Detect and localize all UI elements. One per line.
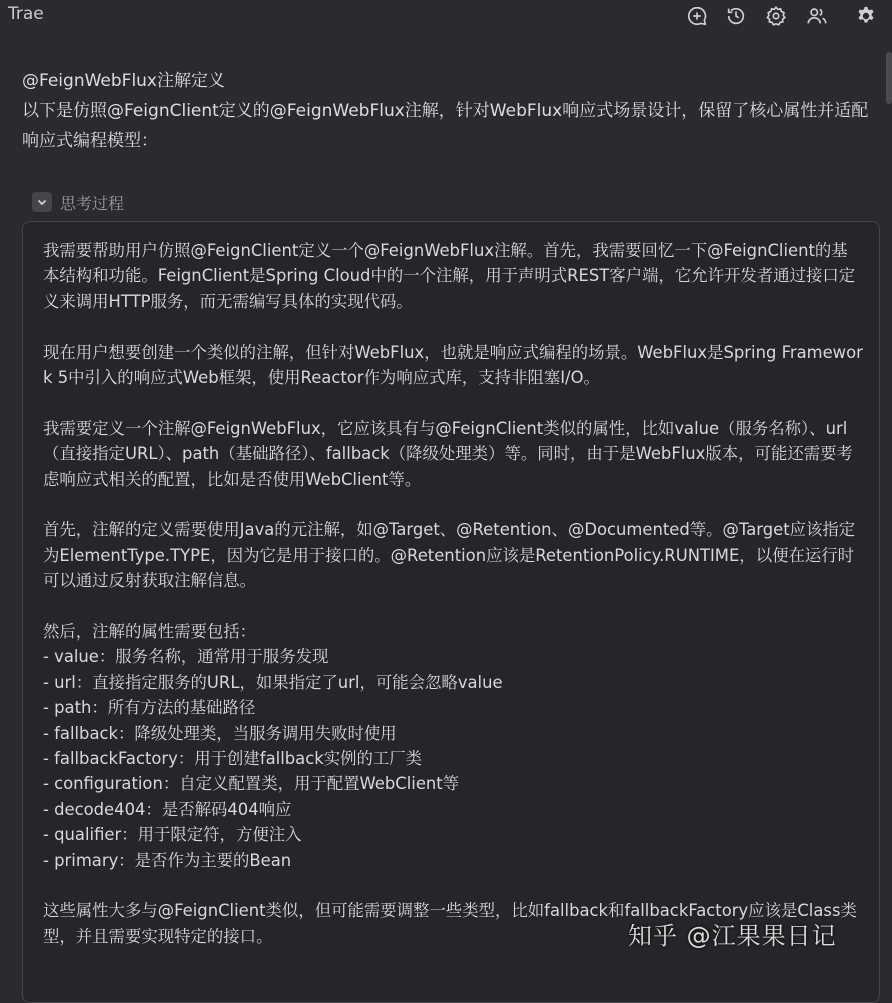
- users-icon[interactable]: [804, 3, 830, 29]
- list-item: - primary：是否作为主要的Bean: [43, 850, 292, 870]
- gear-icon[interactable]: [853, 3, 879, 29]
- list-item: - configuration：自定义配置类，用于配置WebClient等: [43, 774, 460, 794]
- title-bar: [0, 0, 892, 32]
- add-chat-icon[interactable]: [684, 3, 710, 29]
- chevron-down-icon[interactable]: [32, 192, 52, 212]
- thinking-paragraph: 首先，注解的定义需要使用Java的元注解，如@Target、@Retention、@Documented等。@Target应该指定为ElementType.TYPE，因为它是用于接口的。@Retention应该是RetentionPolicy.RUNTIME，以便在运行时可以通过反射获取注解信息。: [43, 520, 856, 591]
- thinking-content: [43, 238, 863, 975]
- thinking-toggle[interactable]: [32, 190, 124, 214]
- watermark: 知乎 @江果果日记: [628, 922, 837, 950]
- settings-icon[interactable]: [763, 3, 789, 29]
- response-heading: @FeignWebFlux注解定义: [22, 71, 225, 91]
- list-item: - fallback：降级处理类，当服务调用失败时使用: [43, 723, 397, 743]
- list-item: - qualifier：用于限定符，方便注入: [43, 825, 302, 845]
- list-item: - decode404：是否解码404响应: [43, 799, 292, 819]
- thinking-paragraph: 我需要定义一个注解@FeignWebFlux，它应该具有与@FeignClient类似的属性，比如value（服务名称）、url（直接指定URL）、path（基础路径）、fallback（降级处理类）等。同时，由于是WebFlux版本，可能还需要考虑响应式相关的配置，比如是否使用WebClient等。: [43, 418, 853, 489]
- thinking-paragraph: 我需要帮助用户仿照@FeignClient定义一个@FeignWebFlux注解。首先，我需要回忆一下@FeignClient的基本结构和功能。FeignClient是Spring Cloud中的一个注解，用于声明式REST客户端，它允许开发者通过接口定义来调用HTTP服务，而无需编写具体的实现代码。: [43, 241, 856, 311]
- thinking-paragraph: 这些属性大多与@FeignClient类似，但可能需要调整一些类型，比如fallback和fallbackFactory应该是Class类型，并且需要实现特定的接口。: [43, 901, 857, 946]
- list-intro: 然后，注解的属性需要包括：: [43, 622, 257, 642]
- app-title: Trae: [8, 4, 44, 24]
- thinking-paragraph: 现在用户想要创建一个类似的注解，但针对WebFlux，也就是响应式编程的场景。WebFlux是Spring Framework 5中引入的响应式Web框架，使用Reactor作为响应式库，支持非阻塞I/O。: [43, 342, 863, 388]
- thinking-label: 思考过程: [60, 193, 125, 213]
- response-intro: 以下是仿照@FeignClient定义的@FeignWebFlux注解，针对WebFlux响应式场景设计，保留了核心属性并适配响应式编程模型：: [22, 101, 869, 151]
- scrollbar-thumb[interactable]: [886, 52, 892, 104]
- list-item: - path：所有方法的基础路径: [43, 698, 256, 718]
- list-item: - url：直接指定服务的URL，如果指定了url，可能会忽略value: [43, 672, 503, 692]
- thinking-panel: [22, 221, 880, 1003]
- list-item: - fallbackFactory：用于创建fallback实例的工厂类: [43, 749, 423, 769]
- list-item: - value：服务名称，通常用于服务发现: [43, 647, 329, 667]
- history-icon[interactable]: [723, 3, 749, 29]
- attribute-list: [43, 619, 863, 873]
